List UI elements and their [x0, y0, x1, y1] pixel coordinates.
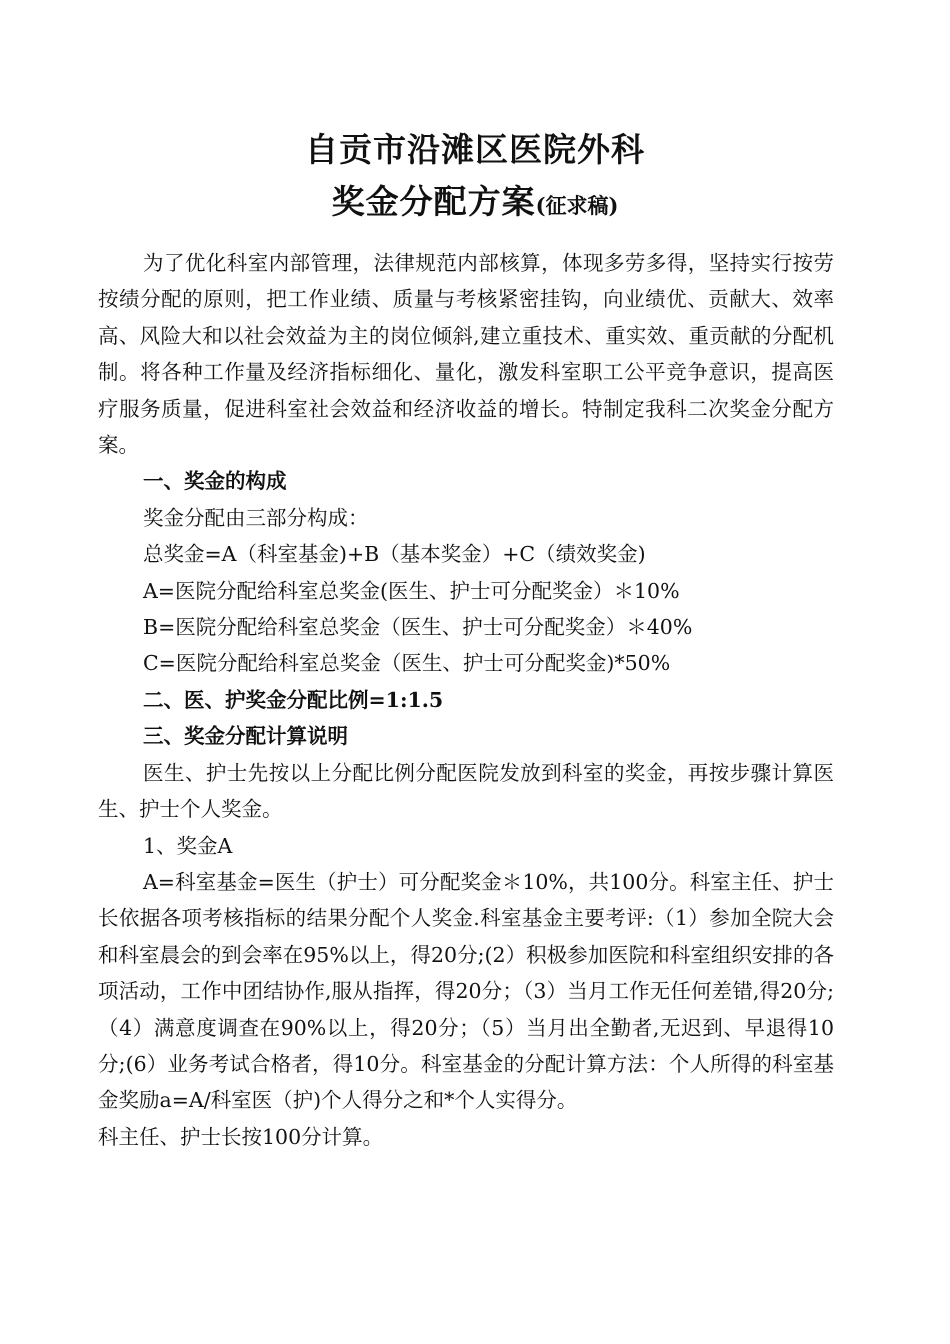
- calculation-paragraph: 医生、护士先按以上分配比例分配医院发放到科室的奖金，再按步骤计算医生、护士个人奖金。: [98, 760, 834, 822]
- formula-b: B=医院分配给科室总奖金（医生、护士可分配奖金）＊40%: [143, 615, 693, 640]
- subtitle-draft-note: (征求稿): [535, 193, 619, 218]
- bonus-a-paragraph: A=科室基金=医生（护士）可分配奖金＊10%，共100分。科室主任、护士长依据各项考核指标的结果分配个人奖金.科室基金主要考评:（1）参加全院大会和科室晨会的到会率在95%以上，得20分;(2）积极参加医院和科室组织安排的各项活动，工作中团结协作,服从指挥，得20分；（3）当月工作无任何差错,得20分;（4）满意度调查在90%以上，得20分；（5）当月出全勤者,无迟到、早退得10分;(6）业务考试合格者，得10分。科室基金的分配计算方法：个人所得的科室基金奖励a=A/科室医（护)个人得分之和*个人实得分。: [98, 869, 834, 1113]
- document-title: 自贡市沿滩区医院外科: [305, 130, 645, 169]
- section-heading-ratio: 二、医、护奖金分配比例=1:1.5: [143, 687, 444, 712]
- document-subtitle: [0, 178, 950, 230]
- subheading-bonus-a: 1、奖金A: [143, 833, 233, 858]
- formula-total: 总奖金=A（科室基金)+B（基本奖金）+C（绩效奖金): [143, 542, 646, 567]
- section-heading-composition: 一、奖金的构成: [143, 469, 287, 494]
- formula-c: C=医院分配给科室总奖金（医生、护士可分配奖金)*50%: [143, 651, 671, 676]
- section-heading-calculation: 三、奖金分配计算说明: [143, 724, 348, 749]
- intro-paragraph: 为了优化科室内部管理，法律规范内部核算，体现多劳多得，坚持实行按劳按绩分配的原则，把工作业绩、质量与考核紧密挂钩，向业绩优、贡献大、效率高、风险大和以社会效益为主的岗位倾斜,建立重技术、重实效、重贡献的分配机制。将各种工作量及经济指标细化、量化，激发科室职工公平竞争意识，提高医疗服务质量，促进科室社会效益和经济收益的增长。特制定我科二次奖金分配方案。: [98, 251, 834, 458]
- document-body: [98, 245, 834, 1155]
- composition-paragraph: 奖金分配由三部分构成：: [143, 505, 369, 530]
- formula-a: A=医院分配给科室总奖金(医生、护士可分配奖金）＊10%: [143, 578, 680, 603]
- director-paragraph: 科主任、护士长按100分计算。: [98, 1124, 384, 1149]
- subtitle-main: 奖金分配方案: [331, 182, 536, 221]
